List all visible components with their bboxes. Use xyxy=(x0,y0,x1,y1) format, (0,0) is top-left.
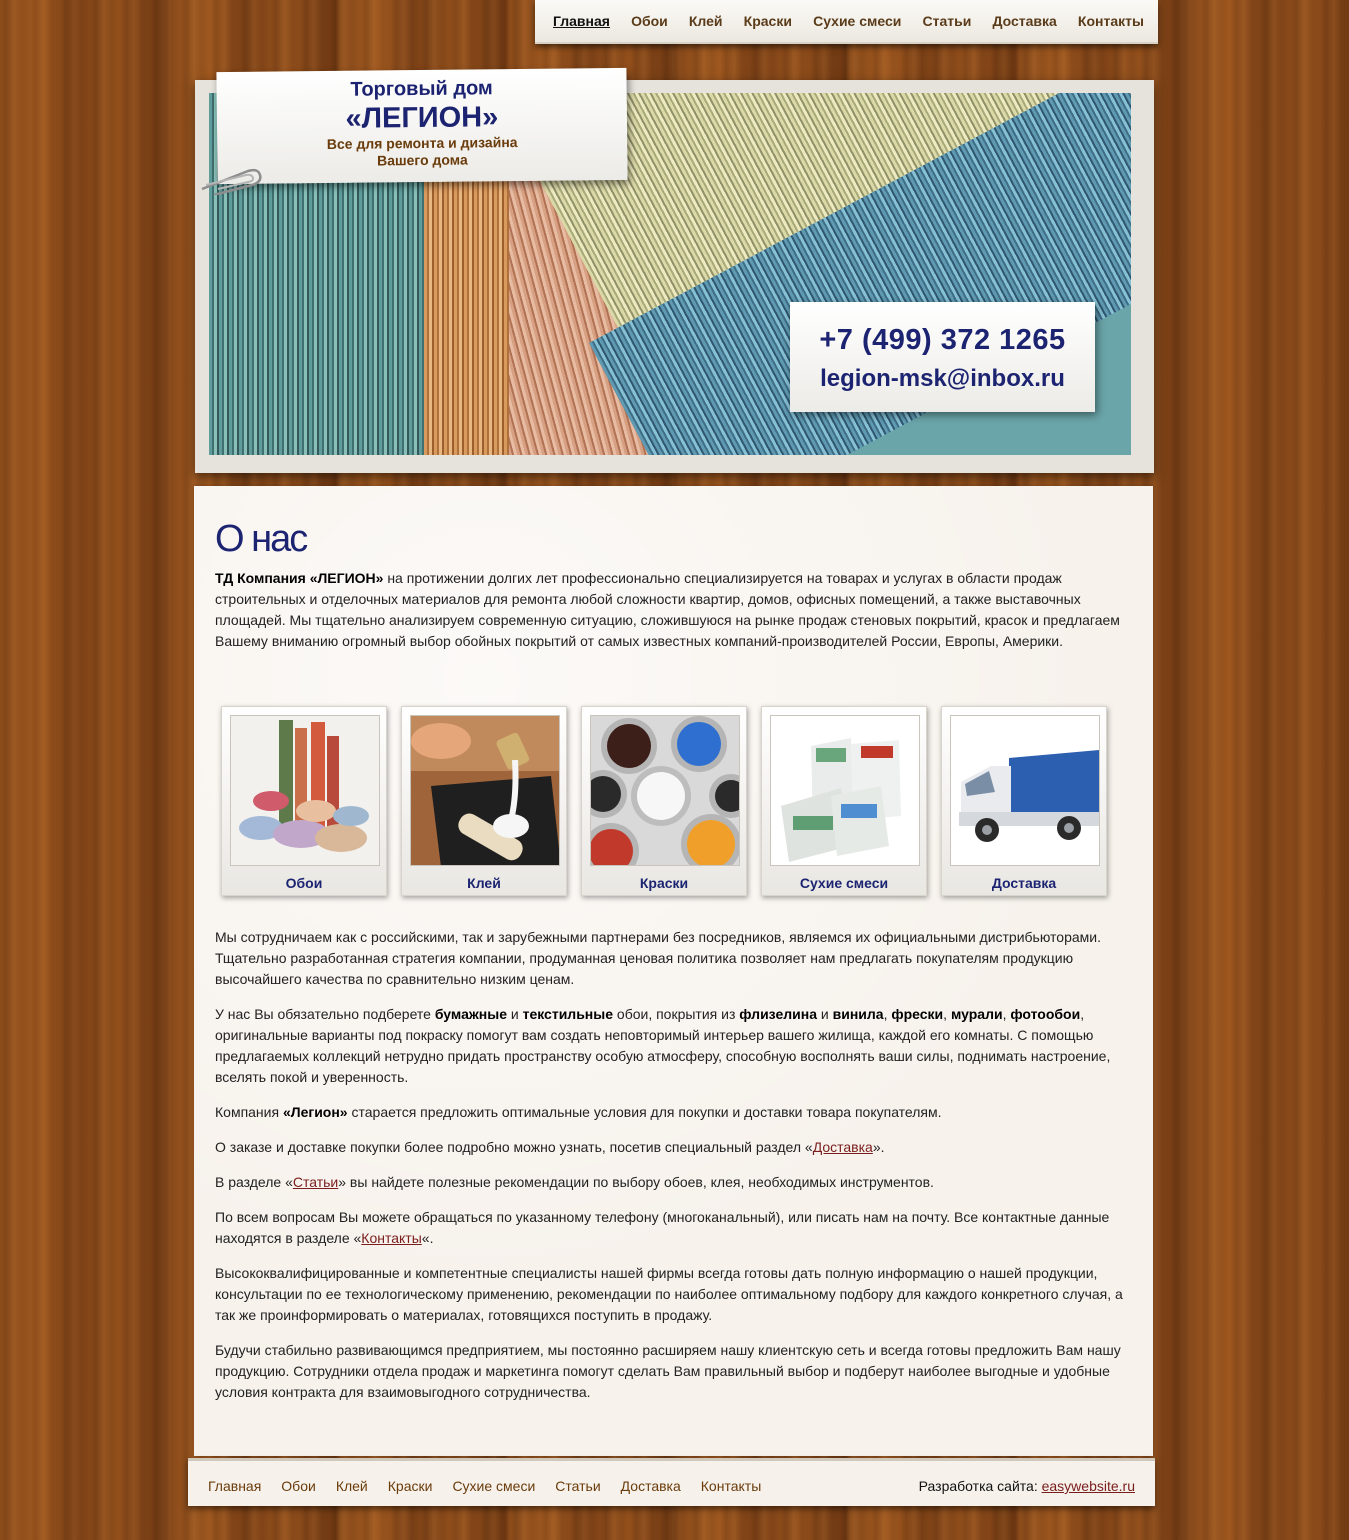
footer-link-articles[interactable]: Статьи xyxy=(555,1478,601,1494)
category-card-paints[interactable] xyxy=(581,706,747,896)
paragraph-growth: Будучи стабильно развивающимся предприятием, мы постоянно расширяем нашу клиентскую сеть и всегда готовы предложить Вам нашу продукцию. Сотрудники отдела продаж и маркетинга помогут сделать Вам правильный выбор и подберут наиболее выгодные и удобные условия контракта для взаимовыгодного сотрудничества. xyxy=(215,1342,1121,1400)
footer-navigation xyxy=(208,1478,761,1494)
footer-link-home[interactable]: Главная xyxy=(208,1478,262,1494)
intro-paragraph: ТД Компания «ЛЕГИОН» на протижении долгих лет профессионально специализируется на товарах и услугах в области продаж строительных и отделочных материалов для ремонта любой сложности квартир, домов, офисных помещений, а также выставочных площадей. Мы тщательно анализируем современную ситуацию, сложившуюся на рынке продаж стеновых покрытий, красок и предлагаем Вашему вниманию огромный выбор обойных покрытий от самых известных компаний-производителей России, Европы, Америки. xyxy=(215,570,1120,649)
top-navigation xyxy=(535,0,1158,44)
developer-credit: Разработка сайта: easywebsite.ru xyxy=(918,1478,1135,1494)
page-title: О нас xyxy=(215,518,307,560)
contacts-link[interactable]: Контакты xyxy=(361,1230,422,1246)
delivery-truck-image[interactable] xyxy=(950,715,1100,866)
category-gallery xyxy=(221,706,1121,898)
main-content xyxy=(215,518,1140,666)
footer-link-delivery[interactable]: Доставка xyxy=(620,1478,681,1494)
footer-link-wallpaper[interactable]: Обои xyxy=(281,1478,316,1494)
category-card-dry-mixes[interactable] xyxy=(761,706,927,896)
delivery-link[interactable]: Доставка xyxy=(812,1139,873,1155)
paragraph-delivery: О заказе и доставке покупки более подробно можно узнать, посетив специальный раздел «Доставка». xyxy=(215,1139,885,1155)
footer-link-dry-mixes[interactable]: Сухие смеси xyxy=(452,1478,536,1494)
nav-glue[interactable]: Клей xyxy=(688,13,723,29)
wallpaper-rolls-image[interactable] xyxy=(230,715,380,866)
paragraph-assortment: У нас Вы обязательно подберете бумажные и текстильные обои, покрытия из флизелина и винила, фрески, мурали, фотообои, оригинальные варианты под покраску помогут вам создать неповторимый интерьер вашего жилища, каждой его комнаты. С помощью предлагаемых коллекций нетрудно придать пространству особую атмосферу, способную восполнять ваши силы, поднимать настроение, вселять покой и уверенность. xyxy=(215,1006,1111,1085)
category-label[interactable]: Клей xyxy=(467,875,501,891)
nav-dry-mixes[interactable]: Сухие смеси xyxy=(813,13,902,29)
category-label[interactable]: Краски xyxy=(639,875,689,891)
logo[interactable] xyxy=(216,68,627,184)
footer-link-paints[interactable]: Краски xyxy=(387,1478,433,1494)
contact-card xyxy=(790,302,1095,412)
articles-link[interactable]: Статьи xyxy=(292,1174,339,1190)
nav-articles[interactable]: Статьи xyxy=(922,13,972,29)
nav-paints[interactable]: Краски xyxy=(743,13,792,29)
developer-link[interactable]: easywebsite.ru xyxy=(1041,1478,1135,1494)
nav-home[interactable]: Главная xyxy=(553,13,610,29)
paragraph-articles: В разделе «Статьи» вы найдете полезные рекомендации по выбору обоев, клея, необходимых инструментов. xyxy=(215,1174,934,1190)
logo-tagline-1: Все для ремонта и дизайна xyxy=(326,134,518,152)
logo-line-1: Торговый дом xyxy=(350,77,493,101)
category-card-glue[interactable] xyxy=(401,706,567,896)
paragraph-conditions: Компания «Легион» старается предложить оптимальные условия для покупки и доставки товара покупателям. xyxy=(215,1104,942,1120)
footer-link-contacts[interactable]: Контакты xyxy=(700,1478,762,1494)
main-content-lower xyxy=(215,927,1140,1417)
email-address[interactable]: legion-msk@inbox.ru xyxy=(820,365,1065,392)
paragraph-contacts: По всем вопросам Вы можете обращаться по указанному телефону (многоканальный), или писать нам на почту. Все контактные данные находятся в разделе «Контакты«. xyxy=(215,1209,1110,1246)
paint-cans-image[interactable] xyxy=(590,715,740,866)
footer-link-glue[interactable]: Клей xyxy=(335,1478,368,1494)
logo-line-2: «ЛЕГИОН» xyxy=(345,101,499,135)
footer xyxy=(188,1458,1155,1506)
phone-number[interactable]: +7 (499) 372 1265 xyxy=(819,324,1066,356)
paragraph-partners: Мы сотрудничаем как с российскими, так и зарубежными партнерами без посредников, являемся их официальными дистрибьюторами. Тщательно разработанная стратегия компании, продуманная ценовая политика позволяет нам предлагать покупателям продукцию высочайшего качества по сравнительно низким ценам. xyxy=(215,929,1101,987)
logo-tagline-2: Вашего дома xyxy=(376,151,468,169)
paperclip-icon xyxy=(196,165,266,195)
paragraph-specialists: Высококвалифицированные и компетентные специалисты нашей фирмы всегда готовы дать полную информацию о нашей продукции, консультации по ее технологическому применению, рекомендации по наиболее оптимальному подбору для каждого конкретного случая, а так же проинформировать о материалах, готовящихся поступить в продажу. xyxy=(215,1265,1123,1323)
category-label[interactable]: Доставка xyxy=(991,875,1057,891)
nav-contacts[interactable]: Контакты xyxy=(1077,13,1144,29)
category-card-delivery[interactable] xyxy=(941,706,1107,896)
category-label[interactable]: Сухие смеси xyxy=(799,875,889,891)
category-label[interactable]: Обои xyxy=(285,875,323,891)
category-card-wallpaper[interactable] xyxy=(221,706,387,896)
nav-delivery[interactable]: Доставка xyxy=(992,13,1057,29)
nav-wallpaper[interactable]: Обои xyxy=(631,13,668,29)
glue-roller-image[interactable] xyxy=(410,715,560,866)
dry-mix-bags-image[interactable] xyxy=(770,715,920,866)
